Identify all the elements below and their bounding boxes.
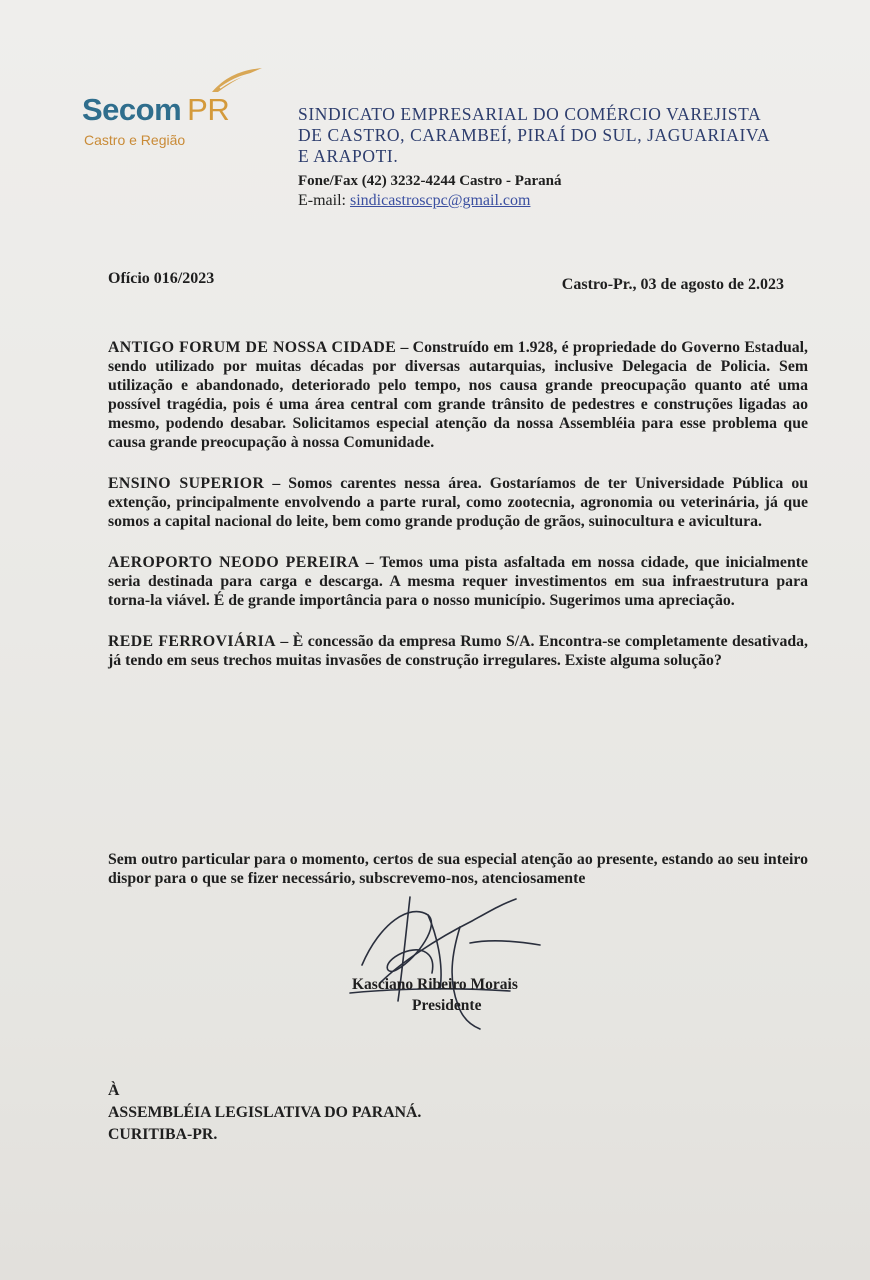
paragraph-forum (108, 338, 808, 452)
letter-body (108, 338, 808, 692)
logo-brand: Secom (82, 92, 182, 127)
closing-paragraph: Sem outro particular para o momento, certos de sua especial atenção ao presente, estando ao seu inteiro dispor para o que se fizer necessário, subscrevemo-nos, atenciosamente (108, 851, 808, 887)
paragraph-aeroporto (108, 553, 808, 610)
paragraph-text: – Temos uma pista asfaltada em nossa cidade, que inicialmente seria destinada para carga e descarga. A mesma requer investimentos em sua infraestrutura para torna-la viável. É de grande importância para o nosso município. Sugerimos uma apreciação. (108, 554, 808, 609)
letterhead-org-block (298, 104, 818, 211)
recipient-line-2: ASSEMBLÉIA LEGISLATIVA DO PARANÁ. (108, 1104, 422, 1121)
logo-wordmark (82, 92, 229, 128)
recipient-line-1: À (108, 1082, 120, 1099)
logo-tagline: Castro e Região (84, 132, 186, 148)
paragraph-ferrovia (108, 632, 808, 670)
email-label: E-mail: (298, 192, 350, 209)
org-name-line-1: SINDICATO EMPRESARIAL DO COMÉRCIO VAREJISTA (298, 104, 762, 124)
recipient-line-3: CURITIBA-PR. (108, 1126, 218, 1143)
letter-date: Castro-Pr., 03 de agosto de 2.023 (561, 276, 784, 293)
paragraph-heading: ANTIGO FORUM DE NOSSA CIDADE (108, 339, 397, 356)
logo-brand-suffix: PR (187, 92, 230, 127)
signer-role: Presidente (412, 997, 482, 1014)
signer-name: Kasciano Ribeiro Morais (352, 976, 518, 993)
org-phone: Fone/Fax (42) 3232-4244 Castro - Paraná (298, 173, 562, 189)
secom-logo (82, 66, 272, 156)
paragraph-text: – È concessão da empresa Rumo S/A. Encontra-se completamente desativada, já tendo em seus trechos muitas invasões de construção irregulares. Existe alguma solução? (108, 633, 808, 669)
paragraph-heading: AEROPORTO NEODO PEREIRA (108, 554, 360, 571)
recipient-block (108, 1080, 421, 1146)
org-name-line-2: DE CASTRO, CARAMBEÍ, PIRAÍ DO SUL, JAGUARIAIVA (298, 125, 771, 145)
paragraph-heading: ENSINO SUPERIOR (108, 475, 265, 492)
paragraph-heading: REDE FERROVIÁRIA (108, 633, 276, 650)
paragraph-ensino (108, 474, 808, 531)
paragraph-text: – Construído em 1.928, é propriedade do Governo Estadual, sendo utilizado por muitas décadas por diversas autarquias, inclusive Delegacia de Policia. Sem utilização e abandonado, deteriorado pelo tempo, nos causa grande preocupação quanto até uma possível tragédia, pois é uma área central com grande trânsito de pedestres e construções ligadas ao mesmo, podendo desabar. Solicitamos especial atenção da nossa Assembléia para esse problema que causa grande preocupação à nossa Comunidade. (108, 339, 809, 451)
org-name-line-3: E ARAPOTI. (298, 146, 399, 166)
email-link[interactable]: sindicastroscpc@gmail.com (349, 192, 531, 209)
paragraph-text: – Somos carentes nessa área. Gostaríamos de ter Universidade Pública ou extenção, principalmente envolvendo a parte rural, como zootecnia, agronomia ou veterinária, já que somos a capital nacional do leite, bem como grande produção de grãos, suinocultura e avicultura. (108, 475, 808, 530)
letter-reference: Ofício 016/2023 (108, 270, 215, 287)
org-email-line (298, 191, 818, 211)
